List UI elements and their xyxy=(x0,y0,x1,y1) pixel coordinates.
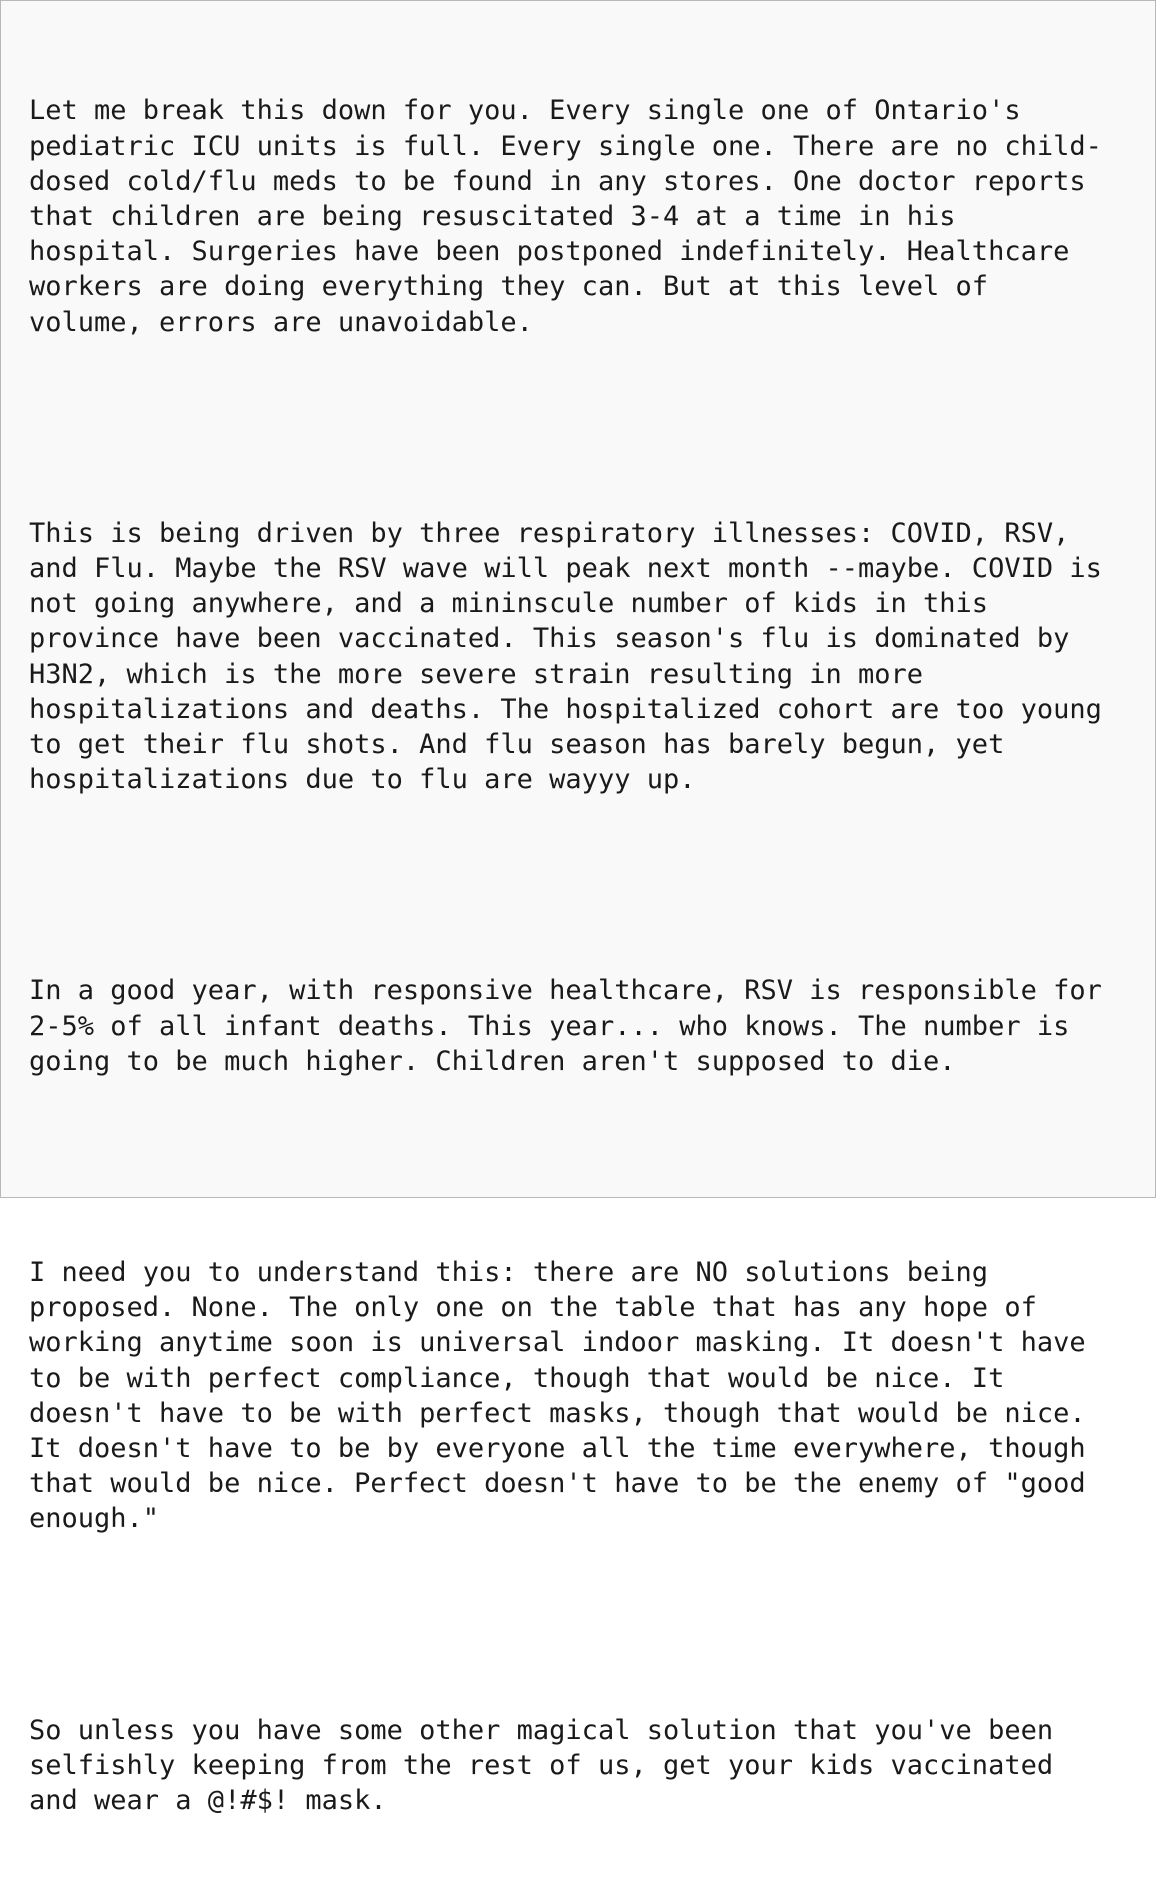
paragraph-gap xyxy=(29,1607,1154,1642)
text-body xyxy=(29,23,1154,1889)
paragraph-intro: Let me break this down for you. Every single one of Ontario's pediatric ICU units is full. Every single one. There are no child- dosed cold/flu meds to be found in any stores. One doctor reports that children are being resuscitated 3-4 at a time in his hospital. Surgeries have been postponed indefinitely. Healthcare workers are doing everything they can. But at this level of volume, errors are unavoidable. xyxy=(29,95,1102,338)
paragraph-rsv-deaths: In a good year, with responsive healthcare, RSV is responsible for 2-5% of all infant deaths. This year... who knows. The number is going to be much higher. Children aren't supposed to die. xyxy=(29,975,1102,1077)
paragraph-gap xyxy=(29,410,1154,445)
paragraph-illnesses: This is being driven by three respiratory illnesses: COVID, RSV, and Flu. Maybe the RSV wave will peak next month --maybe. COVID is not going anywhere, and a mininscule number of kids in this province have been vaccinated. This season's flu is dominated by H3N2, which is the more severe strain resulting in more hospitalizations and deaths. The hospitalized cohort are too young to get their flu shots. And flu season has barely begun, yet hospitalizations due to flu are wayyy up. xyxy=(29,517,1102,796)
paragraph-masking: I need you to understand this: there are NO solutions being proposed. None. The only one on the table that has any hope of working anytime soon is universal indoor masking. It doesn't have to be with perfect compliance, though that would be nice. It doesn't have to be with perfect masks, though that would be nice. It doesn't have to be by everyone all the time everywhere, though that would be nice. Perfect doesn't have to be the enemy of "good enough." xyxy=(29,1257,1086,1535)
paragraph-gap xyxy=(29,868,1154,903)
paragraph-conclusion: So unless you have some other magical solution that you've been selfishly keeping from the rest of us, get your kids vaccinated and wear a @!#$! mask. xyxy=(29,1714,1054,1817)
paragraph-gap xyxy=(29,1149,1154,1184)
